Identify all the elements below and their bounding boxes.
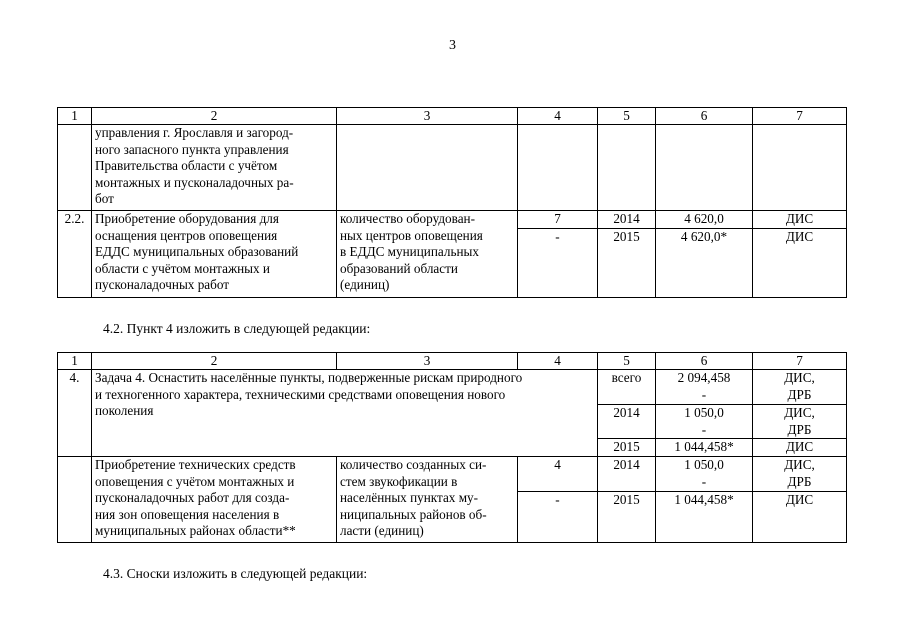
year-cell: 2015: [598, 229, 656, 298]
indicator-cell: количество созданных си- стем звукофикации в населённых пунктах му- ниципальных районов об- ласти (единиц): [337, 457, 518, 543]
column-header: 5: [598, 108, 656, 125]
num-cell: [58, 125, 92, 211]
task-text-cell: Задача 4. Оснастить населённые пункты, подверженные рискам природного и техногенного характера, техническими средствами оповещения нового поколения: [92, 370, 598, 457]
column-header: 5: [598, 353, 656, 370]
column-header: 4: [518, 353, 598, 370]
executor-cell: ДИС: [753, 439, 847, 457]
table-row: [58, 370, 847, 405]
executor-cell: ДИС, ДРБ: [753, 370, 847, 405]
amount-cell: 1 050,0 -: [656, 405, 753, 439]
column-header: 1: [58, 353, 92, 370]
table-row: [58, 125, 847, 211]
column-header: 4: [518, 108, 598, 125]
column-header: 2: [92, 108, 337, 125]
column-header: 3: [337, 108, 518, 125]
indicator-cell: [337, 125, 518, 211]
amount-cell: 4 620,0: [656, 211, 753, 229]
year-cell: всего: [598, 370, 656, 405]
indicator-cell: количество оборудован- ных центров оповещения в ЕДДС муниципальных образований области (единиц): [337, 211, 518, 298]
executor-cell: ДИС, ДРБ: [753, 457, 847, 492]
amount-cell: 4 620,0*: [656, 229, 753, 298]
item-name-cell: Приобретение оборудования для оснащения центров оповещения ЕДДС муниципальных образований области с учётом монтажных и пусконаладочных работ: [92, 211, 337, 298]
column-header: 2: [92, 353, 337, 370]
year-cell: [598, 125, 656, 211]
column-header: 3: [337, 353, 518, 370]
amount-cell: 1 050,0 -: [656, 457, 753, 492]
executor-cell: ДИС: [753, 229, 847, 298]
task-number-cell: 4.: [58, 370, 92, 457]
table-row: [58, 211, 847, 229]
value-cell: [518, 125, 598, 211]
paragraph: 4.3. Сноски изложить в следующей редакции:: [103, 566, 368, 581]
item-name-cell: управления г. Ярославля и загород- ного запасного пункта управления Правительства области с учётом монтажных и пусконаладочных ра- бот: [92, 125, 337, 211]
page-number: 3: [449, 38, 456, 53]
item-name-cell: Приобретение технических средств оповещения с учётом монтажных и пусконаладочных работ для созда- ния зон оповещения населения в муниципальных районах области**: [92, 457, 337, 543]
year-cell: 2014: [598, 211, 656, 229]
year-cell: 2015: [598, 439, 656, 457]
value-cell: 4: [518, 457, 598, 492]
year-cell: 2015: [598, 492, 656, 543]
amount-cell: 1 044,458*: [656, 439, 753, 457]
executor-cell: ДИС, ДРБ: [753, 405, 847, 439]
table-header-row: [58, 353, 847, 370]
executor-cell: [753, 125, 847, 211]
column-header: 7: [753, 108, 847, 125]
table-row: [58, 457, 847, 492]
amount-cell: 1 044,458*: [656, 492, 753, 543]
item-number-cell: 2.2.: [58, 211, 92, 298]
executor-cell: ДИС: [753, 492, 847, 543]
table-header-row: [58, 108, 847, 125]
year-cell: 2014: [598, 457, 656, 492]
year-cell: 2014: [598, 405, 656, 439]
item-number-cell: [58, 457, 92, 543]
table-2: [57, 352, 847, 543]
value-cell: -: [518, 229, 598, 298]
value-cell: 7: [518, 211, 598, 229]
column-header: 6: [656, 353, 753, 370]
amount-cell: 2 094,458 -: [656, 370, 753, 405]
executor-cell: ДИС: [753, 211, 847, 229]
table-1: [57, 107, 847, 298]
amount-cell: [656, 125, 753, 211]
column-header: 7: [753, 353, 847, 370]
value-cell: -: [518, 492, 598, 543]
paragraph: 4.2. Пункт 4 изложить в следующей редакции:: [103, 321, 371, 336]
column-header: 6: [656, 108, 753, 125]
column-header: 1: [58, 108, 92, 125]
